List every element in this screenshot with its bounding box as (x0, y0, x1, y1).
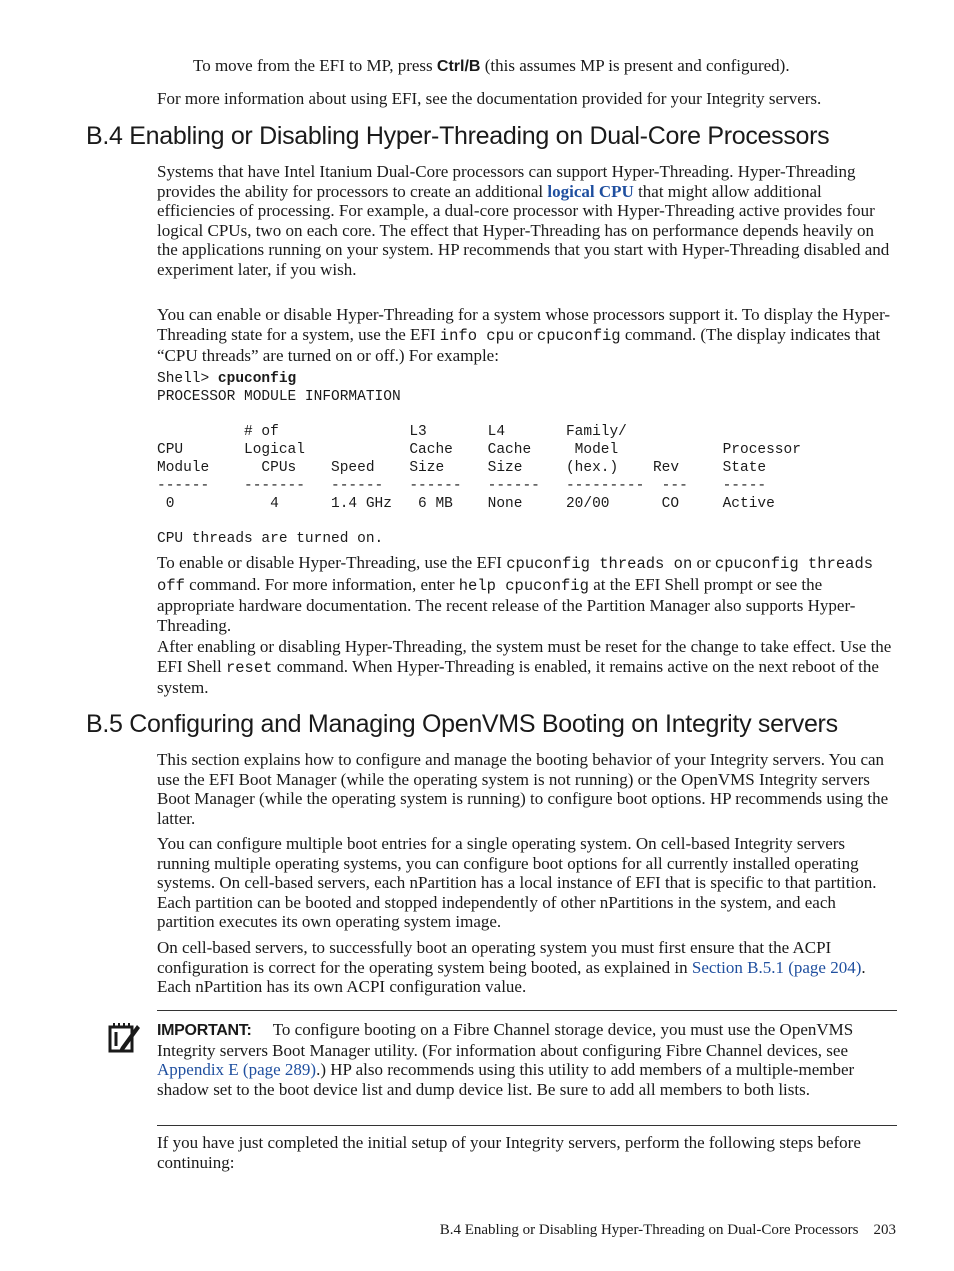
b4-paragraph-3: To enable or disable Hyper-Threading, use the EFI cpuconfig threads on or cpuconfig threads off command. For more information, enter help cpuconfig at the EFI Shell prompt or see the appropriate hardware documentation. The recent release of the Partition Manager also supports Hyper-Threading. (157, 553, 874, 635)
section-b51-link[interactable]: Section B.5.1 (page 204) (691, 957, 862, 977)
intro-line-2: For more information about using EFI, see the documentation provided for your Integrity servers. (157, 89, 822, 108)
b5-paragraph-2: You can configure multiple boot entries for a single operating system. On cell-based Integrity servers running multiple operating systems, you can configure boot options for all currently installed operating systems. On cell-based servers, each nPartition has a local instance of EFI that is specific to that partition. Each partition can be booted and stopped independently of other nPartitions in the system, and each partition executes its own operating system image. (157, 834, 877, 932)
page-number: 203 (873, 1222, 896, 1238)
footer-title: B.4 Enabling or Disabling Hyper-Threading on Dual-Core Processors (439, 1222, 859, 1238)
heading-b5: B.5 Configuring and Managing OpenVMS Booting on Integrity servers (86, 710, 838, 738)
b5-paragraph-4: If you have just completed the initial setup of your Integrity servers, perform the following steps before continuing: (157, 1133, 861, 1172)
appendix-e-link[interactable]: Appendix E (page 289) (157, 1060, 317, 1080)
important-icon (106, 1020, 142, 1056)
b4-paragraph-2: You can enable or disable Hyper-Threading for a system whose processors support it. To display the Hyper-Threading state for a system, use the EFI info cpu or cpuconfig command. (The display indicates that “CPU threads” are turned on or off.) For example: (157, 305, 891, 366)
important-top-rule (157, 1010, 897, 1011)
cpuconfig-output: PROCESSOR MODULE INFORMATION # of L3 L4 Family/ CPU Logical Cache Cache Model Processor Module CPUs Speed Size Size (hex.) Rev State ------ ------- ------ ------ ------ --------- --- ----- 0 4 1.4 GHz 6 MB None 20/00 CO Active CPU threads are turned on. (157, 388, 801, 548)
important-label: IMPORTANT: (157, 1022, 252, 1039)
key-b: B (468, 58, 481, 75)
b4-paragraph-1: Systems that have Intel Itanium Dual-Core processors can support Hyper-Threading. Hyper-Threading provides the ability for processors to create an additional logical CPU that might allow additional efficiencies of processing. For example, a dual-core processor with Hyper-Threading active provides four logical CPUs, two on each core. The effect that Hyper-Threading has on performance depends heavily on the applications running on your system. HP recommends that you start with Hyper-Threading disabled and experiment later, if you wish. (157, 162, 890, 279)
b5-paragraph-1: This section explains how to configure and manage the booting behavior of your Integrity servers. You can use the EFI Boot Manager (while the operating system is not running) or the OpenVMS Integrity servers Boot Manager (while the operating system is running) to configure boot options. HP recommends using the latter. (157, 750, 889, 828)
heading-b4: B.4 Enabling or Disabling Hyper-Threading on Dual-Core Processors (86, 122, 830, 150)
cpuconfig-example: Shell> cpuconfig PROCESSOR MODULE INFORMATION # of L3 L4 Family/ CPU Logical Cache Cache Model Processor Module CPUs Speed Size Size (hex.) Rev State ------ ------- ------ ------ ------ --------- --- ----- 0 4 1.4 GHz 6 MB None 20/00 CO Active CPU threads are turned on. (157, 371, 801, 548)
intro-line-1: To move from the EFI to MP, press Ctrl/B (this assumes MP is present and configured). (193, 56, 790, 75)
page-footer (440, 1222, 896, 1239)
logical-cpu-link[interactable]: logical CPU (547, 181, 634, 201)
cpuconfig-command: cpuconfig (217, 371, 297, 387)
b5-paragraph-3: On cell-based servers, to successfully boot an operating system you must first ensure that the ACPI configuration is correct for the operating system being booted, as explained in Section B.5.1 (page 204). Each nPartition has its own ACPI configuration value. (157, 938, 866, 997)
b4-paragraph-4: After enabling or disabling Hyper-Threading, the system must be reset for the change to take effect. Use the EFI Shell reset command. When Hyper-Threading is enabled, it remains active on the next reboot of the system. (157, 637, 892, 698)
key-ctrl: Ctrl (436, 58, 465, 75)
important-bottom-rule (157, 1125, 897, 1126)
important-note: IMPORTANT: To configure booting on a Fibre Channel storage device, you must use the OpenVMS Integrity servers Boot Manager utility. (For information about configuring Fibre Channel devices, see Appendix E (page 289).) HP also recommends using this utility to add members of a multiple-member shadow set to the boot device list and dump device list. Be sure to add all members to both lists. (157, 1020, 855, 1099)
